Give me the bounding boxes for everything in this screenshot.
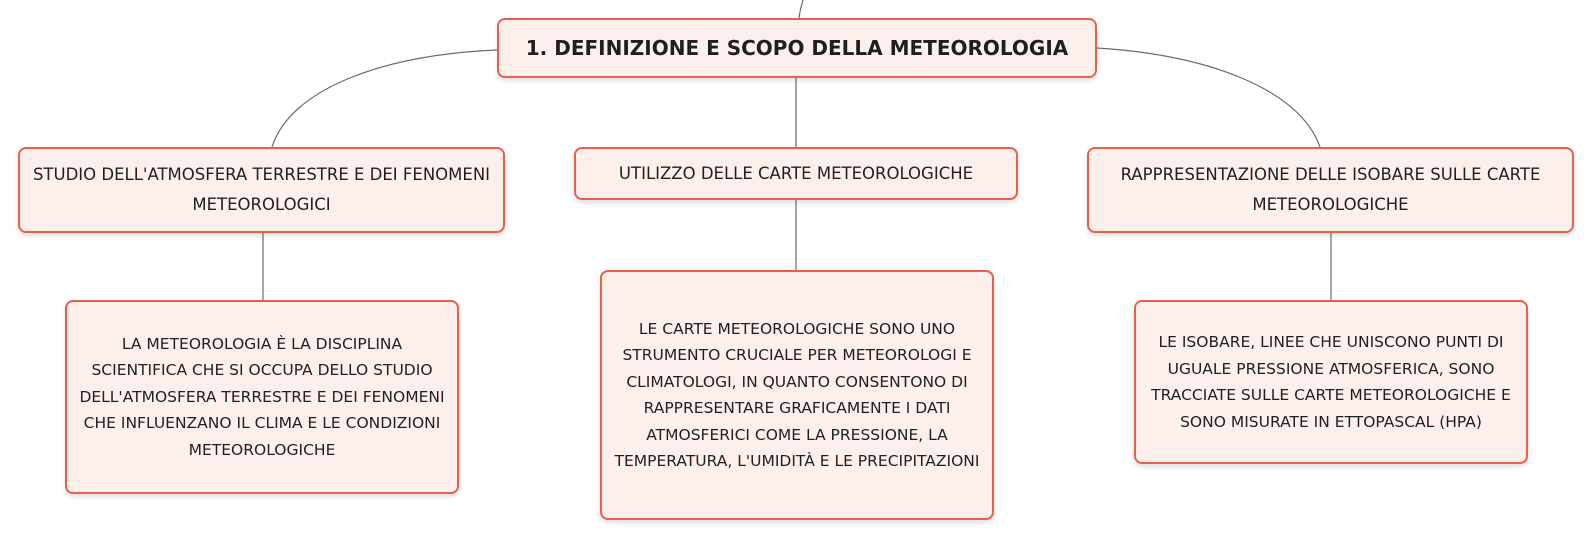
connector-parent-to-root [799,0,803,18]
connector-root-to-topic-3 [1097,48,1320,147]
topic-node-label: STUDIO DELL'ATMOSFERA TERRESTRE E DEI FENOMENI METEOROLOGICI [32,165,491,214]
detail-node-text: LE CARTE METEOROLOGICHE SONO UNO STRUMENTO CRUCIALE PER METEOROLOGI E CLIMATOLOGI, IN QUANTO CONSENTONO DI RAPPRESENTARE GRAFICAMENTE I DATI ATMOSFERICI COME LA PRESSIONE, LA TEMPERATURA, L'UMIDITÀ E LE PRECIPITAZIONI [614,319,980,470]
topic-node-label: RAPPRESENTAZIONE DELLE ISOBARE SULLE CARTE METEOROLOGICHE [1120,165,1541,214]
detail-node-atmosfera[interactable] [65,300,459,494]
topic-node-label: UTILIZZO DELLE CARTE METEOROLOGICHE [618,163,974,183]
root-node-label: 1. DEFINIZIONE E SCOPO DELLA METEOROLOGIA [525,36,1069,60]
root-node[interactable] [497,18,1097,78]
topic-node-isobare[interactable] [1087,147,1574,233]
detail-node-isobare[interactable] [1134,300,1528,464]
topic-node-atmosfera[interactable] [18,147,505,233]
detail-node-carte[interactable] [600,270,994,520]
detail-node-text: LA METEOROLOGIA È LA DISCIPLINA SCIENTIFICA CHE SI OCCUPA DELLO STUDIO DELL'ATMOSFERA TERRESTRE E DEI FENOMENI CHE INFLUENZANO IL CLIMA E LE CONDIZIONI METEOROLOGICHE [79,334,445,459]
detail-node-text: LE ISOBARE, LINEE CHE UNISCONO PUNTI DI UGUALE PRESSIONE ATMOSFERICA, SONO TRACCIATE SULLE CARTE METEOROLOGICHE E SONO MISURATE IN ETTOPASCAL (HPA) [1151,333,1511,431]
topic-node-carte[interactable] [574,147,1018,200]
connector-root-to-topic-1 [272,50,497,147]
